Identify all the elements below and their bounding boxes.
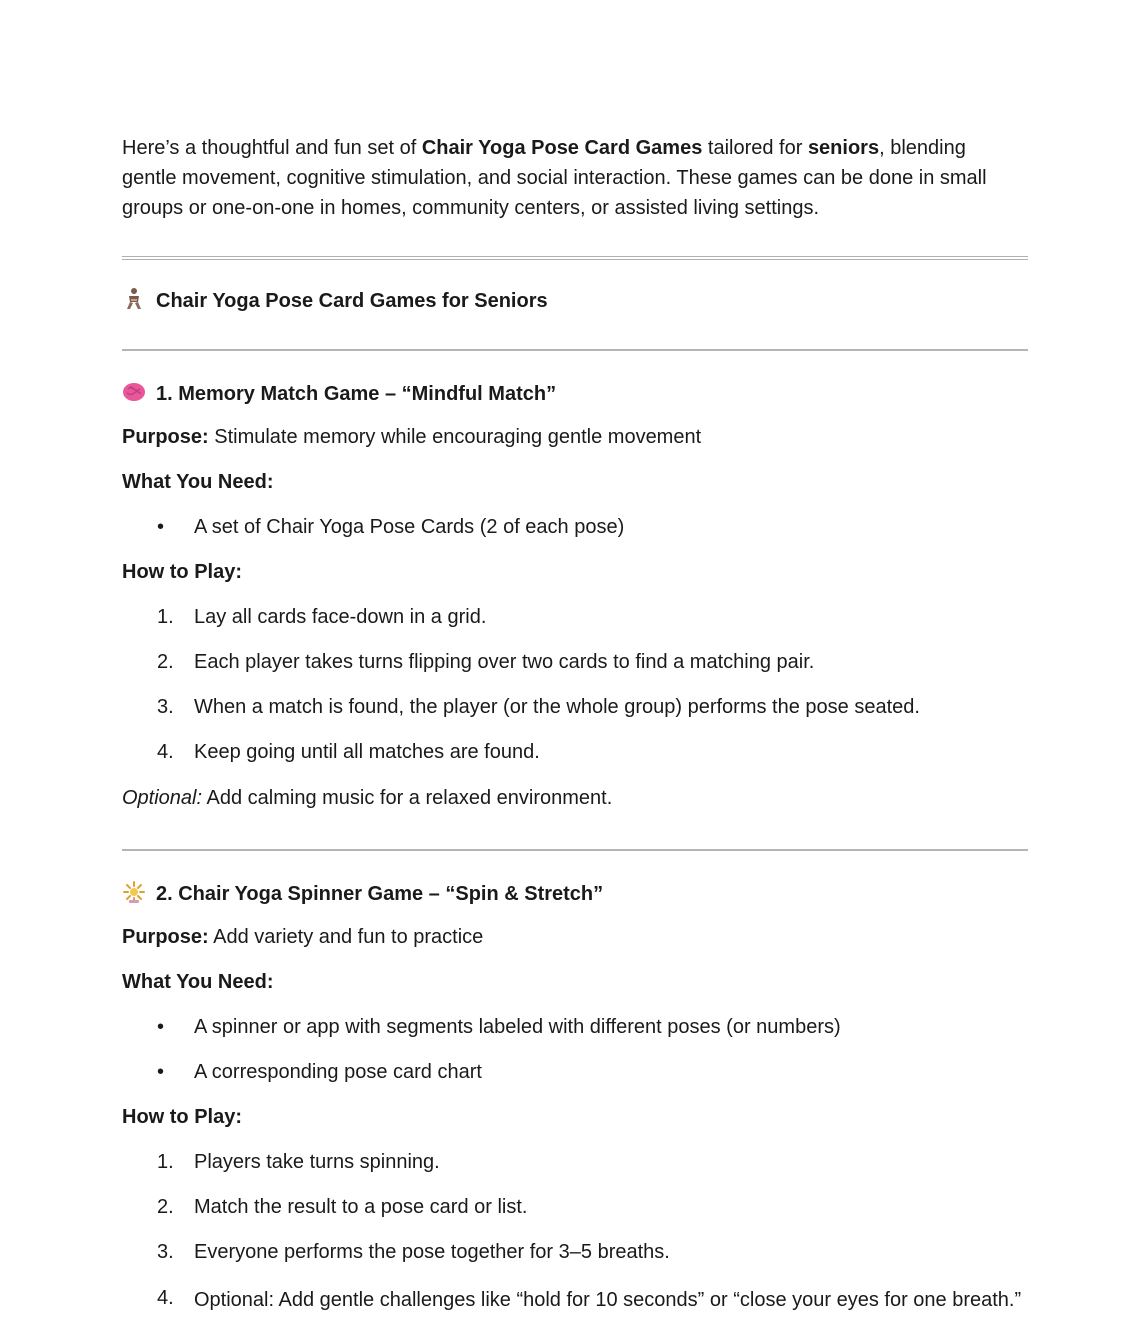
game2-purpose xyxy=(122,926,483,949)
list-item: A set of Chair Yoga Pose Cards (2 of each pose) xyxy=(194,516,625,538)
main-title-text: Chair Yoga Pose Card Games for Seniors xyxy=(156,290,548,312)
intro-text-3: , blending gentle movement, cognitive stimulation, and social interaction. These games can be done in small groups or one-on-one in homes, community centers, or assisted living settings. xyxy=(122,137,987,219)
step-number: 4. xyxy=(157,1287,174,1309)
divider xyxy=(122,256,1028,260)
person-meditating-icon xyxy=(122,287,146,311)
divider xyxy=(122,849,1028,851)
game2-purpose-text: Add variety and fun to practice xyxy=(208,926,484,948)
step-number: 3. xyxy=(157,1241,174,1263)
step-number: 2. xyxy=(157,1196,174,1218)
step-number: 3. xyxy=(157,696,174,718)
game1-title-text: 1. Memory Match Game – “Mindful Match” xyxy=(156,383,557,405)
list-item: Everyone performs the pose together for 3–5 breaths. xyxy=(194,1241,670,1263)
spinner-wheel-icon xyxy=(122,880,146,904)
intro-bold-games: Chair Yoga Pose Card Games xyxy=(421,137,703,159)
bullet-marker: • xyxy=(157,1016,165,1038)
list-item: Players take turns spinning. xyxy=(194,1151,440,1173)
main-title xyxy=(122,287,548,313)
step-number: 1. xyxy=(157,606,174,628)
step-number: 4. xyxy=(157,741,174,763)
game2-title-text: 2. Chair Yoga Spinner Game – “Spin & Stretch” xyxy=(156,883,604,905)
game1-purpose-label: Purpose: xyxy=(122,426,209,448)
game2-purpose-label: Purpose: xyxy=(122,926,209,948)
game1-optional-text: Add calming music for a relaxed environment. xyxy=(202,787,613,809)
intro-paragraph xyxy=(122,133,1022,223)
game1-optional-label: Optional: xyxy=(122,787,203,809)
bullet-marker: • xyxy=(157,1061,165,1083)
list-item: A corresponding pose card chart xyxy=(194,1061,482,1083)
game2-need-label: What You Need: xyxy=(122,971,274,993)
list-item: Match the result to a pose card or list. xyxy=(194,1196,528,1218)
game1-optional xyxy=(122,787,612,810)
intro-bold-seniors: seniors xyxy=(807,137,880,159)
list-item: When a match is found, the player (or the whole group) performs the pose seated. xyxy=(194,696,920,718)
intro-text-2: tailored for xyxy=(702,137,808,159)
brain-icon xyxy=(122,380,146,404)
bullet-marker: • xyxy=(157,516,165,538)
step-number: 1. xyxy=(157,1151,174,1173)
game1-how-label: How to Play: xyxy=(122,561,243,583)
list-item: Lay all cards face-down in a grid. xyxy=(194,606,487,628)
list-item: A spinner or app with segments labeled with different poses (or numbers) xyxy=(194,1016,841,1038)
game2-title xyxy=(122,880,603,906)
divider xyxy=(122,349,1028,351)
game1-need-label: What You Need: xyxy=(122,471,274,493)
list-item: Each player takes turns flipping over two cards to find a matching pair. xyxy=(194,651,815,673)
step-number: 2. xyxy=(157,651,174,673)
list-item: Optional: Add gentle challenges like “hold for 10 seconds” or “close your eyes for one breath.” xyxy=(194,1289,1022,1311)
list-item: Keep going until all matches are found. xyxy=(194,741,540,763)
game2-how-label: How to Play: xyxy=(122,1106,243,1128)
game1-purpose-text: Stimulate memory while encouraging gentle movement xyxy=(208,426,702,448)
game1-purpose xyxy=(122,426,701,449)
intro-text-1: Here’s a thoughtful and fun set of xyxy=(122,137,422,159)
game1-title xyxy=(122,380,556,406)
